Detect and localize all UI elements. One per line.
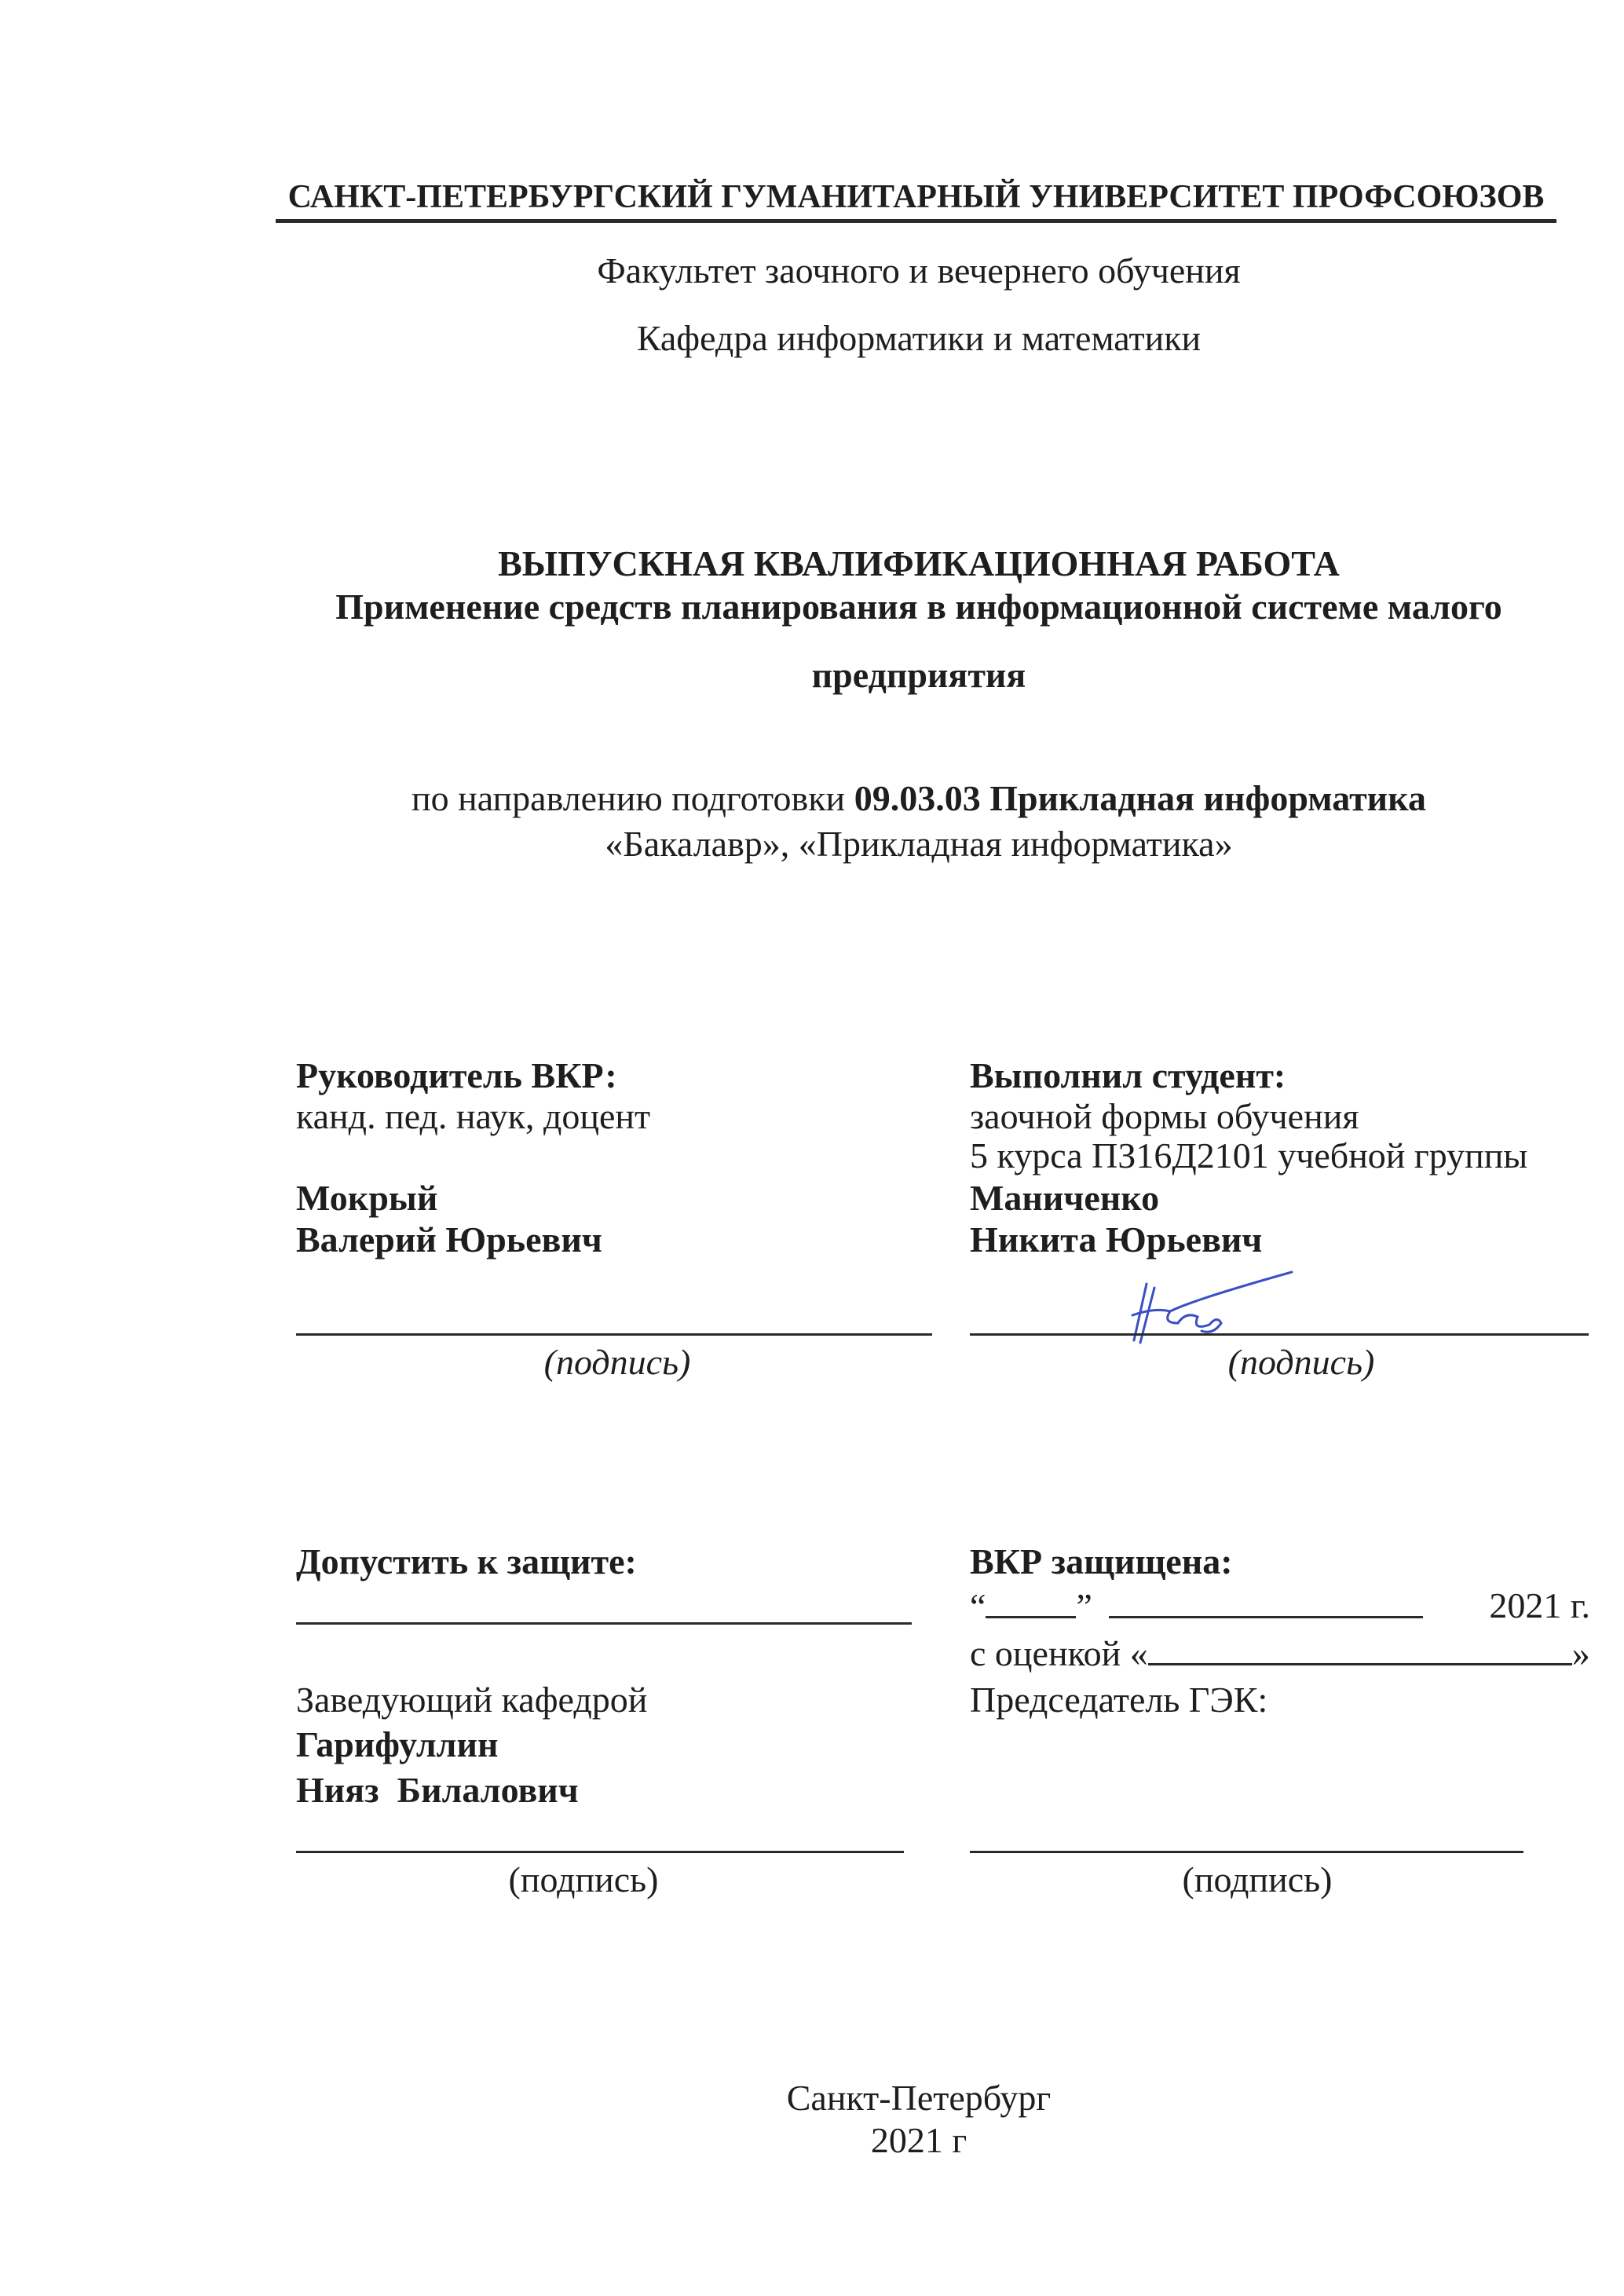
footer-city: Санкт-Петербург: [786, 2078, 1052, 2118]
supervisor-position: канд. пед. наук, доцент: [296, 1096, 651, 1136]
student-surname: Маниченко: [970, 1178, 1160, 1218]
header-divider: [276, 219, 1556, 223]
defense-chair: Председатель ГЭК:: [970, 1680, 1268, 1720]
topic-line-1: Применение средств планирования в информационной системе малого: [335, 587, 1502, 627]
faculty-name: Факультет заочного и вечернего обучения: [597, 250, 1241, 291]
student-name: Никита Юрьевич: [970, 1219, 1263, 1260]
date-close-quote: ”: [1076, 1586, 1092, 1626]
defense-label: ВКР защищена:: [970, 1541, 1233, 1581]
supervisor-surname: Мокрый: [296, 1178, 438, 1218]
work-type: ВЫПУСКНАЯ КВАЛИФИКАЦИОННАЯ РАБОТА: [498, 543, 1340, 583]
chair-signature-line: [970, 1851, 1523, 1853]
admission-label: Допустить к защите:: [296, 1541, 637, 1581]
student-signature-caption: (подпись): [1227, 1342, 1375, 1382]
defense-date: [970, 1585, 1590, 1628]
admission-surname: Гарифуллин: [296, 1724, 499, 1764]
grade-blank: [1148, 1632, 1572, 1665]
direction-code: 09.03.03 Прикладная информатика: [854, 778, 1426, 818]
defense-grade: [970, 1632, 1590, 1675]
student-group: 5 курса ПЗ16Д2101 учебной группы: [970, 1135, 1528, 1175]
admission-signature-caption: (подпись): [508, 1859, 659, 1899]
student-form: заочной формы обучения: [970, 1096, 1359, 1136]
admission-line: [296, 1622, 912, 1625]
department-name: Кафедра информатики и математики: [636, 318, 1202, 358]
supervisor-label: Руководитель ВКР:: [296, 1055, 617, 1095]
grade-prefix: с оценкой «: [970, 1633, 1148, 1673]
chair-signature-caption: (подпись): [1182, 1859, 1333, 1899]
student-label: Выполнил студент:: [970, 1055, 1286, 1095]
student-signature-line: [970, 1333, 1589, 1336]
grade-suffix: »: [1571, 1633, 1590, 1673]
direction-prefix: по направлению подготовки: [411, 778, 854, 818]
admission-name: Нияз Билалович: [296, 1770, 579, 1810]
footer-year: 2021 г: [870, 2120, 967, 2160]
supervisor-signature-caption: (подпись): [543, 1342, 691, 1382]
month-blank: [1109, 1585, 1423, 1618]
supervisor-signature-line: [296, 1333, 932, 1336]
degree: «Бакалавр», «Прикладная информатика»: [605, 824, 1233, 864]
admission-role: Заведующий кафедрой: [296, 1680, 648, 1720]
date-open-quote: “: [970, 1586, 986, 1626]
defense-year: 2021 г.: [1489, 1585, 1590, 1625]
university-name: САНКТ-ПЕТЕРБУРГСКИЙ ГУМАНИТАРНЫЙ УНИВЕРСИТЕТ ПРОФСОЮЗОВ: [287, 179, 1545, 215]
day-blank: [986, 1585, 1076, 1618]
direction: [0, 777, 1624, 820]
admission-signature-line: [296, 1851, 904, 1853]
supervisor-name: Валерий Юрьевич: [296, 1219, 602, 1260]
topic-line-2: предприятия: [811, 655, 1026, 695]
